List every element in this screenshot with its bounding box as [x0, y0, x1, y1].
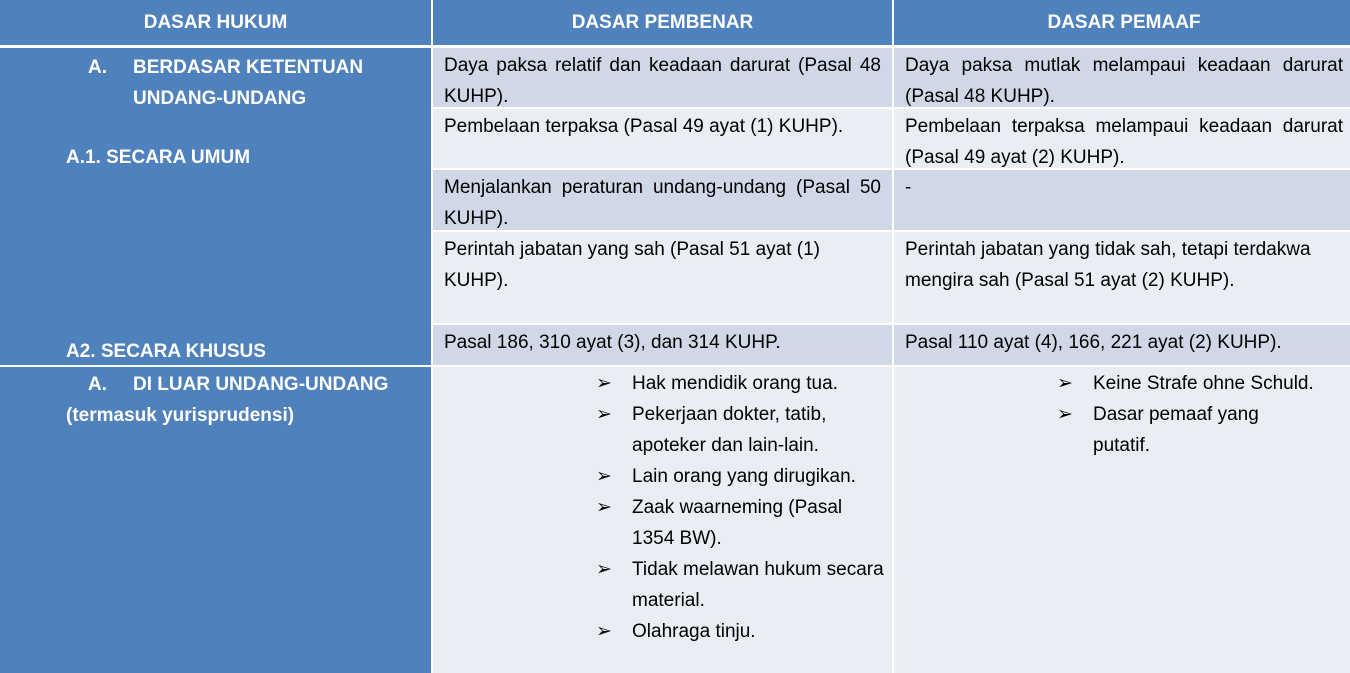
- arrow-bullet-icon: ➢: [596, 404, 612, 425]
- arrow-bullet-icon: ➢: [596, 466, 612, 487]
- arrow-bullet-icon: ➢: [596, 373, 612, 394]
- pembenar-row-1: Daya paksa relatif dan keadaan darurat (Pasal 48 KUHP).: [433, 48, 892, 109]
- section-a-marker: A.: [88, 57, 107, 78]
- arrow-bullet-icon: ➢: [1057, 404, 1073, 425]
- pembenar-row-3: Menjalankan peraturan undang-undang (Pasal 50 KUHP).: [433, 170, 892, 232]
- list-item: ➢ Tidak melawan hukum secara material.: [596, 554, 886, 616]
- pemaaf-row-4: Perintah jabatan yang tidak sah, tetapi terdakwa mengira sah (Pasal 51 ayat (2) KUHP).: [894, 232, 1350, 325]
- header-dasar-hukum: DASAR HUKUM: [0, 0, 431, 48]
- pembenar-nonstatutory-cell: [433, 367, 892, 673]
- pemaaf-row-3: -: [894, 170, 1350, 232]
- list-item: ➢ Dasar pemaaf yang putatif.: [1057, 399, 1293, 461]
- pembenar-row-5: Pasal 186, 310 ayat (3), dan 314 KUHP.: [433, 325, 892, 367]
- arrow-bullet-icon: ➢: [1057, 373, 1073, 394]
- subsection-secara-umum: A.1. SECARA UMUM: [66, 147, 251, 168]
- arrow-bullet-icon: ➢: [596, 621, 612, 642]
- pembenar-bullet-list: [596, 368, 886, 647]
- pemaaf-nonstatutory-cell: [894, 367, 1350, 673]
- list-item: ➢ Hak mendidik orang tua.: [596, 368, 886, 399]
- list-item: ➢ Pekerjaan dokter, tatib, apoteker dan lain-lain.: [596, 399, 886, 461]
- pemaaf-bullet-list: [1057, 368, 1347, 461]
- header-dasar-pemaaf: DASAR PEMAAF: [894, 0, 1350, 48]
- section-b-subtitle: (termasuk yurisprudensi): [66, 405, 295, 426]
- section-a-title-line2: UNDANG-UNDANG: [133, 88, 307, 109]
- pemaaf-row-5: Pasal 110 ayat (4), 166, 221 ayat (2) KUHP).: [894, 325, 1350, 367]
- arrow-bullet-icon: ➢: [596, 497, 612, 518]
- pemaaf-row-1: Daya paksa mutlak melampaui keadaan darurat (Pasal 48 KUHP).: [894, 48, 1350, 109]
- section-a-title-line1: BERDASAR KETENTUAN: [133, 57, 364, 78]
- section-non-statutory: [0, 367, 431, 673]
- arrow-bullet-icon: ➢: [596, 559, 612, 580]
- section-b-title: DI LUAR UNDANG-UNDANG: [133, 374, 389, 395]
- pembenar-row-2: Pembelaan terpaksa (Pasal 49 ayat (1) KUHP).: [433, 109, 892, 170]
- section-b-marker: A.: [88, 374, 107, 395]
- pembenar-row-4: Perintah jabatan yang sah (Pasal 51 ayat (1) KUHP).: [433, 232, 892, 325]
- section-statutory: [0, 48, 431, 367]
- list-item: ➢ Olahraga tinju.: [596, 616, 886, 647]
- subsection-secara-khusus: A2. SECARA KHUSUS: [66, 341, 266, 362]
- list-item: ➢ Zaak waarneming (Pasal 1354 BW).: [596, 492, 886, 554]
- list-item: ➢ Lain orang yang dirugikan.: [596, 461, 886, 492]
- header-dasar-pembenar: DASAR PEMBENAR: [433, 0, 892, 48]
- list-item: ➢ Keine Strafe ohne Schuld.: [1057, 368, 1347, 399]
- pemaaf-row-2: Pembelaan terpaksa melampaui keadaan darurat (Pasal 49 ayat (2) KUHP).: [894, 109, 1350, 170]
